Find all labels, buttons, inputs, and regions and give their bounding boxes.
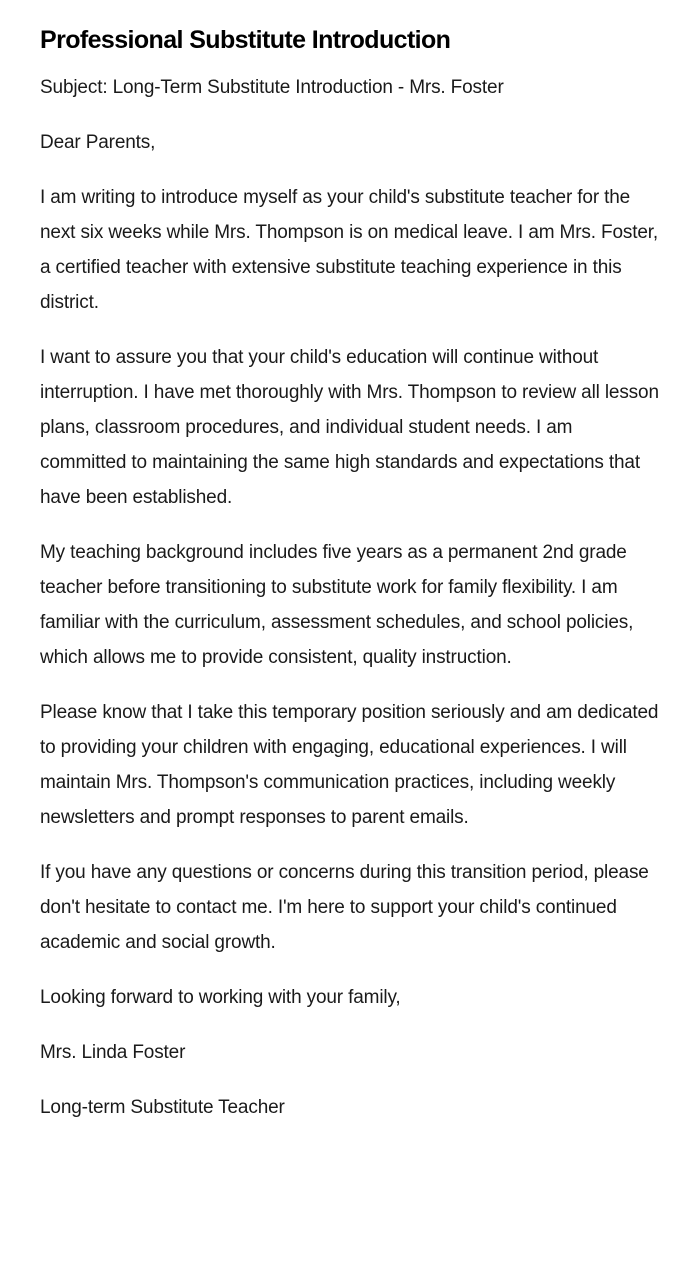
signature-title: Long-term Substitute Teacher xyxy=(40,1097,285,1118)
body-paragraph-3: My teaching background includes five years as a permanent 2nd grade teacher before transitioning to substitute work for family flexibility. I am familiar with the curriculum, assessment schedules, and school policies, which allows me to provide consistent, quality instruction. xyxy=(40,542,634,668)
signature-name: Mrs. Linda Foster xyxy=(40,1042,186,1063)
letter-greeting: Dear Parents, xyxy=(40,132,156,153)
letter-closing: Looking forward to working with your family, xyxy=(40,987,401,1008)
body-paragraph-2: I want to assure you that your child's education will continue without interruption. I have met thoroughly with Mrs. Thompson to review all lesson plans, classroom procedures, and individual student needs. I am committed to maintaining the same high standards and expectations that have been established. xyxy=(40,347,659,508)
body-paragraph-1: I am writing to introduce myself as your child's substitute teacher for the next six weeks while Mrs. Thompson is on medical leave. I am Mrs. Foster, a certified teacher with extensive substitute teaching experience in this district. xyxy=(40,187,659,313)
body-paragraph-4: Please know that I take this temporary position seriously and am dedicated to providing your children with engaging, educational experiences. I will maintain Mrs. Thompson's communication practices, including weekly newsletters and prompt responses to parent emails. xyxy=(40,702,659,828)
letter-subject: Subject: Long-Term Substitute Introduction - Mrs. Foster xyxy=(40,77,504,98)
letter-title: Professional Substitute Introduction xyxy=(40,26,451,54)
body-paragraph-5: If you have any questions or concerns during this transition period, please don't hesitate to contact me. I'm here to support your child's continued academic and social growth. xyxy=(40,862,649,953)
